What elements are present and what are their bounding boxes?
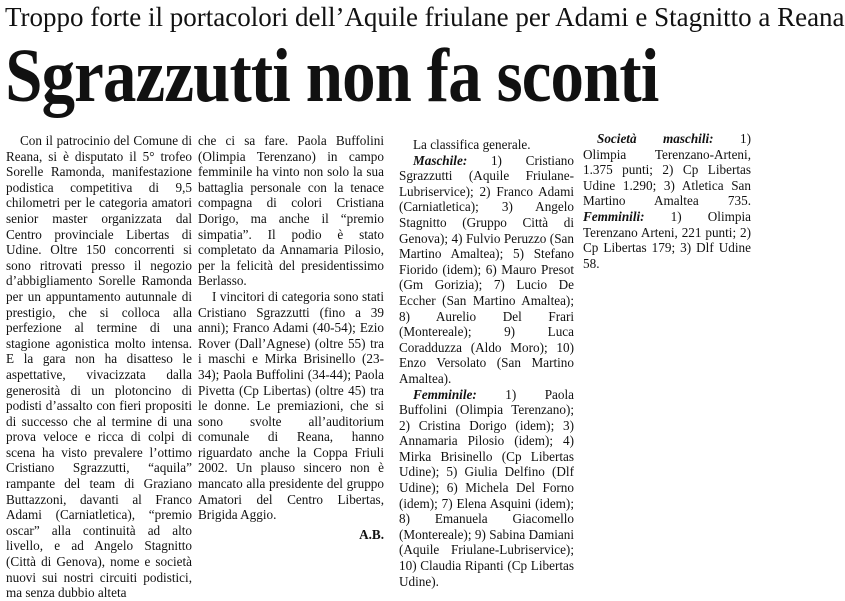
- societa-femminili-label: Femminili:: [583, 208, 645, 224]
- author-signature: A.B.: [359, 526, 384, 542]
- kicker: Troppo forte il portacolori dell’Aquile friulane per Adami e Stagnitto a Reana: [5, 2, 845, 32]
- results-femminile: [399, 387, 574, 590]
- body-paragraph: Con il patrocinio del Comune di Reana, si è disputato il 5° trofeo Sorelle Ramonda, manifestazione podistica competitiva di 9,5 chilometri per le categoria amatori senior master organizzata dal Centro provinciale Libertas di Udine. Oltre 150 concorrenti si sono ritrovati presso il negozio d’abbigliamento Sorelle Ramonda per un appuntamento autunnale di prestigio, che si colloca alla perfezione al termine di una stagione agonistica molto intensa. E la gara non ha disatteso le aspettative, vivacizzata dalla generosità di un plotoncino di podisti d’assalto con fieri propositi di successo che al termine di una prova veloce e ricca di colpi di scena ha visto prevalere l’ottimo Cristiano Sgrazzutti, “aquila” rampante del team di Graziano Buttazzoni, davanti al Franco Adami (Carniatletica), “premio oscar” alla continuità ad alto livello, e ad Angelo Stagnitto (Città di Genova), nome e società nuovi sui nostri circuiti podistici, ma senza dubbio alteta: [6, 133, 192, 601]
- societa-maschili-label: Società maschili:: [597, 131, 714, 146]
- headline: Sgrazzutti non fa sconti: [5, 34, 659, 118]
- femminile-results: 1) Paola Buffolini (Olimpia Terenzano); 2) Cristina Dorigo (idem); 3) Annamaria Pilosio (idem); 4) Mirka Brisinello (Cp Libertas Udine); 5) Giulia Delfino (Dlf Udine); 6) Michela Del Forno (idem); 7) Elena Asquini (idem); 8) Emanuela Giacomello (Montereale); 9) Sabina Damiani (Aquile Friulane-Lubriservice); 10) Claudia Ripanti (Cp Libertas Udine).: [399, 386, 574, 589]
- societa-femminili-results: 1) Olimpia Terenzano Arteni, 221 punti; 2) Cp Libertas 179; 3) Dlf Udine 58.: [583, 208, 751, 271]
- body-paragraph: che ci sa fare. Paola Buffolini (Olimpia Terenzano) in campo femminile ha vinto non solo la sua battaglia personale con la tenace compagna di colori Cristiana Dorigo, ma anche il “premio simpatia”. Il podio è stato completato da Annamaria Pilosio, per la felicità del presidentissimo Berlasso.: [198, 133, 384, 289]
- article-column-2: [198, 133, 384, 542]
- maschile-results: 1) Cristiano Sgrazzutti (Aquile Friulane-Lubriservice); 2) Franco Adami (Carniatletica); 3) Angelo Stagnitto (Gruppo Città di Genova); 4) Fulvio Peruzzo (San Martino Amaltea); 5) Stefano Fiorido (idem); 6) Mauro Presot (Gm Gorizia); 7) Lucio De Eccher (San Martino Amaltea); 8) Aurelio Del Frari (Montereale); 9) Luca Coradduzza (Aldo Moro); 10) Enzo Versolato (San Martino Amaltea).: [399, 152, 574, 386]
- results-maschile: [399, 153, 574, 387]
- societa-column: [583, 131, 751, 271]
- classifica-intro: La classifica generale.: [413, 137, 531, 152]
- results-column: [399, 137, 574, 589]
- femminile-label: Femminile:: [413, 386, 477, 402]
- body-paragraph: I vincitori di categoria sono stati Cristiano Sgrazzutti (fino a 39 anni); Franco Adami (40-54); Ezio Rover (Dall’Agnese) (oltre 55) tra i maschi e Mirka Brisinello (23-34); Paola Buffolini (34-44); Paola Pivetta (Cp Libertas) (oltre 45) tra le donne. Le premiazioni, che si sono svolte all’auditorium comunale di Reana, hanno riguardato anche la Coppa Friuli 2002. Un plauso sincero non è mancato alla presidente del gruppo Amatori del Centro Libertas, Brigida Aggio.: [198, 288, 384, 523]
- societa-maschili-results: 1) Olimpia Terenzano-Arteni, 1.375 punti; 2) Cp Libertas Udine 1.290; 3) Atletica San Martino Amaltea 735.: [583, 131, 751, 209]
- maschile-label: Maschile:: [413, 152, 468, 168]
- societa-results: [583, 131, 751, 271]
- article-column-1: [6, 133, 192, 601]
